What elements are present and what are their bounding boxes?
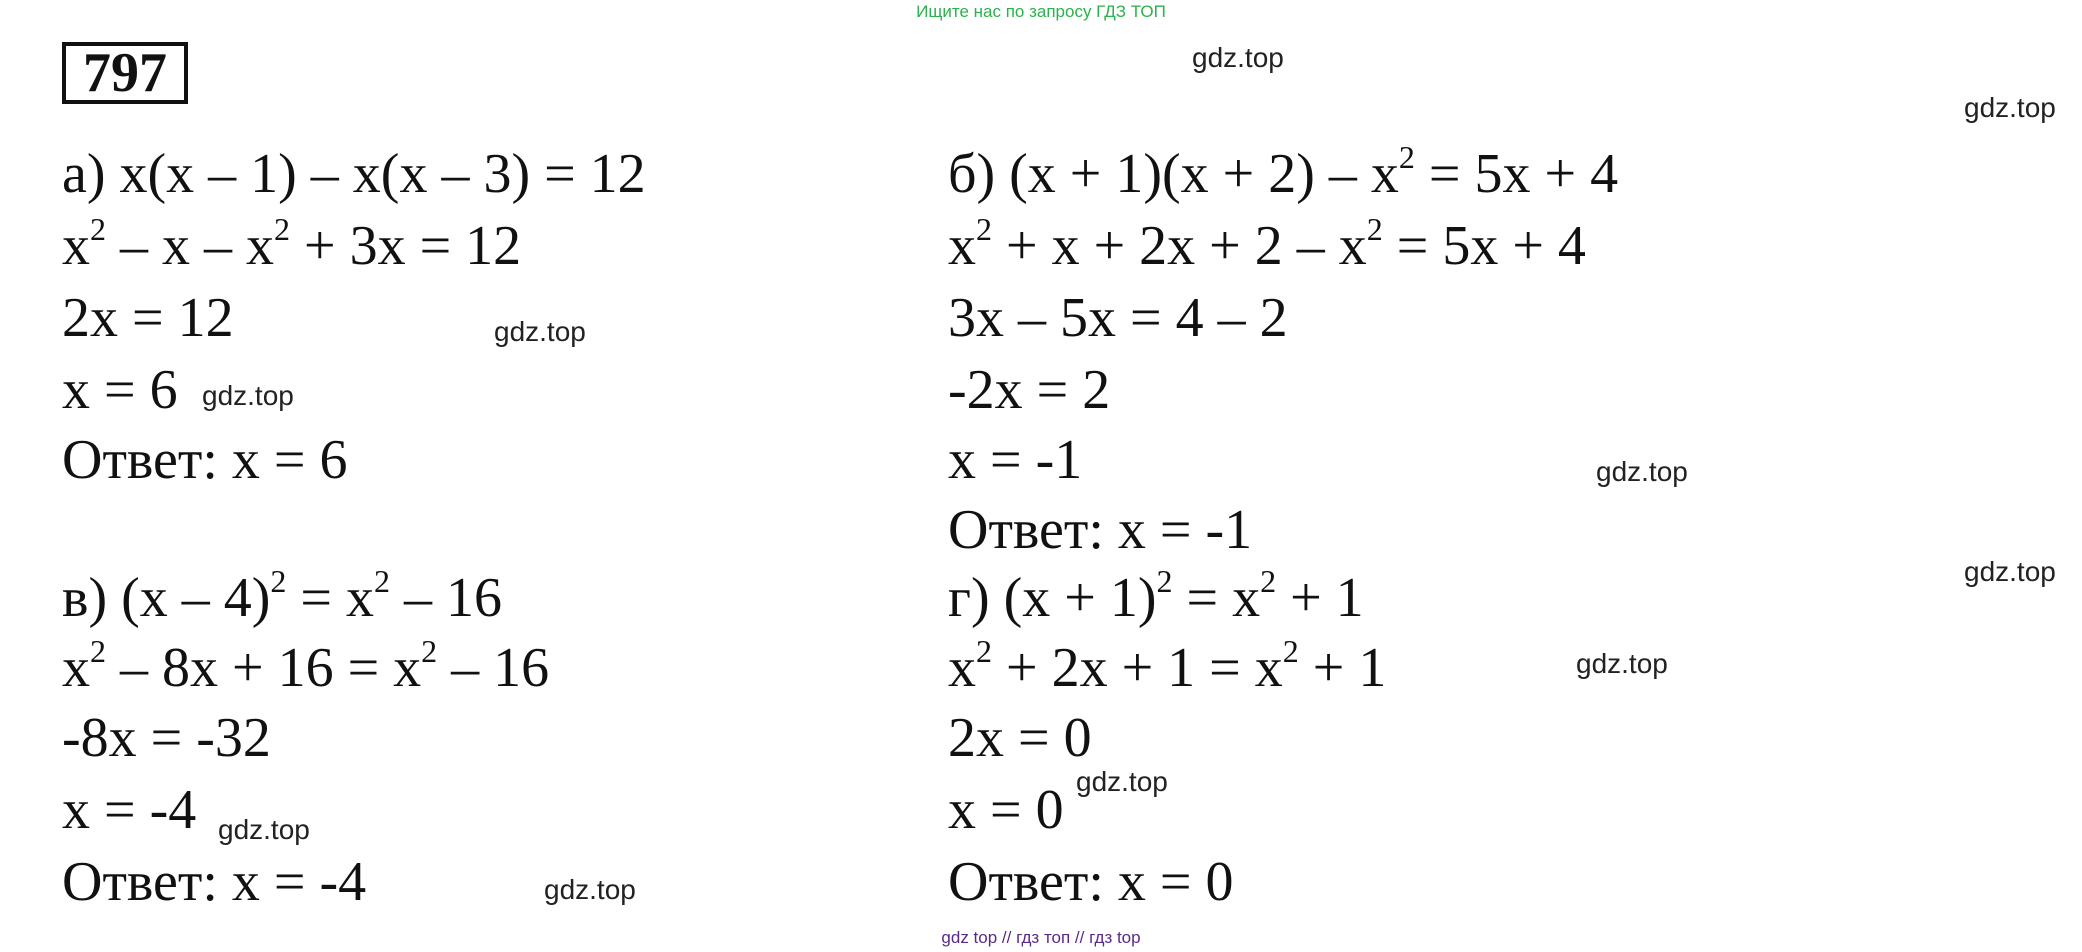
watermark: gdz.top: [1596, 456, 1688, 487]
watermark: gdz.top: [1076, 766, 1168, 797]
watermark: gdz.top: [202, 380, 294, 411]
part-a-step-3: x = 6: [62, 359, 178, 421]
part-c-answer: Ответ: x = -4: [62, 851, 367, 913]
part-b-answer: Ответ: x = -1: [948, 499, 1253, 561]
part-a-answer: Ответ: x = 6: [62, 429, 348, 491]
part-d-answer: Ответ: x = 0: [948, 851, 1234, 913]
part-d-step-3: x = 0: [948, 779, 1064, 841]
part-c-step-3: x = -4: [62, 779, 197, 841]
part-a-step-2: 2x = 12: [62, 287, 234, 349]
part-c-equation: в) $(x - 4)^2 = x^2 - 16$: [62, 563, 502, 629]
part-b-step-4: x = -1: [948, 429, 1083, 491]
watermark: gdz.top: [1964, 556, 2056, 587]
part-a-equation: а) x(x – 1) – x(x – 3) = 12: [62, 143, 646, 205]
part-d-equation: г) $(x + 1)^2 = x^2 + 1$: [948, 563, 1364, 629]
watermark: gdz.top: [1192, 42, 1284, 73]
watermark: gdz.top: [494, 316, 586, 347]
watermark: gdz.top: [1576, 648, 1668, 679]
part-b-step-1: $x^2 + x + 2x + 2 - x^2 = 5x + 4$: [948, 211, 1586, 277]
bottom-banner: gdz top // гдз топ // гдз top: [941, 928, 1141, 947]
watermark: gdz.top: [218, 814, 310, 845]
watermark: gdz.top: [1964, 92, 2056, 123]
watermark: gdz.top: [544, 874, 636, 905]
part-a-step-1: $x^2 - x - x^2 + 3x = 12$: [62, 211, 522, 277]
part-c-step-2: -8x = -32: [62, 707, 271, 769]
part-c-step-1: $x^2 - 8x + 16 = x^2 - 16$: [62, 633, 550, 699]
problem-number: 797: [62, 42, 188, 104]
part-b-step-3: -2x = 2: [948, 359, 1111, 421]
part-d-step-1: $x^2 + 2x + 1 = x^2 + 1$: [948, 633, 1387, 699]
part-b-equation: б) $(x + 1)(x + 2) - x^2 = 5x + 4$: [948, 139, 1619, 205]
top-banner: Ищите нас по запросу ГДЗ ТОП: [916, 2, 1166, 21]
part-b-step-2: 3x – 5x = 4 – 2: [948, 287, 1288, 349]
part-d-step-2: 2x = 0: [948, 707, 1092, 769]
